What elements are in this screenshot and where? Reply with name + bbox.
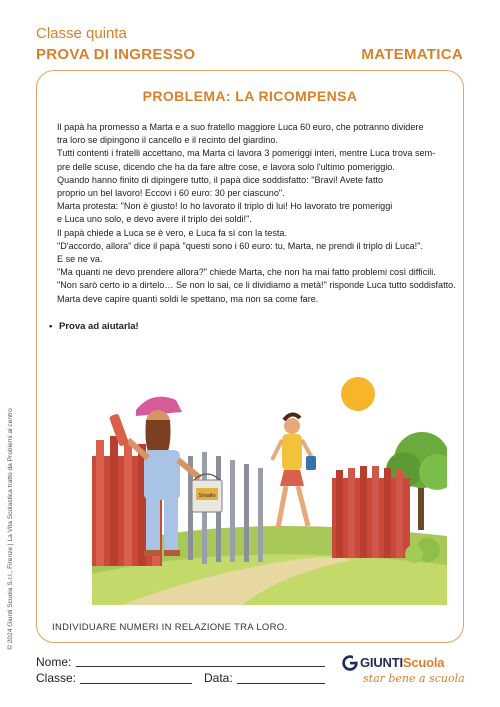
date-input[interactable] [237,683,325,684]
story-line: tra loro se dipingono il cancello e il recinto del giardino. [57,135,278,146]
publisher-tagline: star bene a scuola [363,672,465,685]
date-field [204,671,233,685]
task-text: Prova ad aiutarla! [59,321,139,332]
class-field [36,671,76,685]
illustration [92,360,447,605]
publisher-brand [340,654,465,686]
story-line: Il papà ha promesso a Marta e a suo fratello maggiore Luca 60 euro, che potranno dividere [57,122,424,132]
name-input[interactable] [76,666,325,667]
story-line: E se ne va. [57,254,103,265]
class-label-form: Classe: [36,671,77,685]
boy-figure [272,414,316,528]
sun-icon [341,377,375,411]
name-field [36,655,71,669]
name-label: Nome: [36,655,72,669]
story-line: "Ma quanti ne devo prendere allora?" chiede Marta, che non ha mai fatto problemi così difficili. [57,267,436,278]
class-input[interactable] [80,683,192,684]
class-label: Classe quinta [36,25,127,42]
bush [405,545,423,563]
story-line: pre delle scuse, dicendo che ha da fare altre cose, e lavora solo l'ultimo pomeriggio. [57,161,395,172]
story-line: e Luca uno solo, e devo avere il triplo dei soldi!". [57,214,252,225]
story-line: Quando hanno finito di dipingere tutto, il papà dice soddisfatto: "Bravi! Avete fatto [57,174,384,185]
story-line: "Non sarò certo io a dirtelo… Se non lo sai, ce li dividiamo a metà!" risponde Luca tutto soddisfatto. [57,280,456,291]
learning-objective: INDIVIDUARE NUMERI IN RELAZIONE TRA LORO. [52,622,288,633]
red-fence-right [332,466,410,558]
problem-story [57,121,457,306]
paint-can-label: Smalto [198,493,216,499]
publisher-name-light: Scuola [402,655,445,670]
story-line: Il papà chiede a Luca se è vero, e Luca fa sì con la testa. [57,227,288,238]
date-label: Data: [204,671,233,685]
paint-can [192,474,222,512]
story-line: Marta protesta: "Non è giusto! Io ho lavorato il triplo di lui! Ho lavorato tre pomeriggi [57,201,393,212]
publisher-name-bold: GIUNTI [360,655,403,670]
bullet-icon: • [49,321,53,332]
copyright-credit: © 2024 Giunti Scuola S.r.l., Firenze | La Vita Scolastica tratto da Problemi al centro [7,408,14,650]
publisher-name [360,655,444,670]
story-line: Tutti contenti i fratelli accettano, ma Marta ci lavora 3 pomeriggi interi, mentre Luca trova sem- [57,148,436,159]
story-line: Marta deve capire quanti soldi le spettano, ma non sa come fare. [57,293,319,304]
test-title: PROVA DI INGRESSO [36,46,196,63]
story-line: "D'accordo, allora" dice il papà "questi sono i 60 euro: tu, Marta, ne prendi il triplo di Luca!". [57,240,423,251]
story-line: proprio un bel lavoro! Eccovi i 60 euro: 30 per ciascuno". [57,188,285,199]
problem-title: PROBLEMA: LA RICOMPENSA [142,88,358,104]
publisher-logo-icon [342,655,358,671]
subject-title: MATEMATICA [361,46,463,63]
task-instruction [49,321,139,332]
